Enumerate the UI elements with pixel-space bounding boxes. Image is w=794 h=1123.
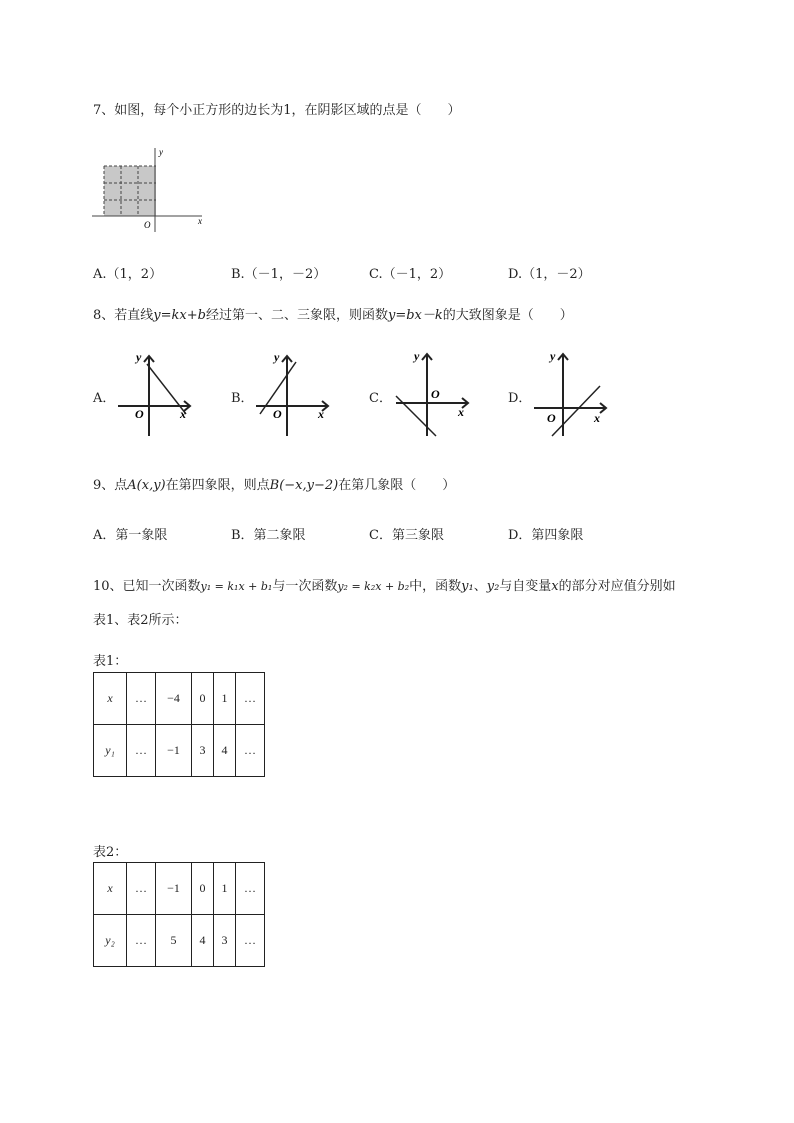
table-cell: x <box>94 863 127 915</box>
q10-var-y1: y₁ <box>461 579 474 594</box>
table-cell: … <box>236 725 265 777</box>
table-cell: … <box>236 673 265 725</box>
q8-graph-d[interactable] <box>530 346 610 438</box>
table-cell: y₂ <box>94 915 127 967</box>
q7-grid-figure <box>92 144 208 234</box>
q10-text-line2: 表1、表2所示： <box>93 613 188 628</box>
table1-caption: 表1： <box>93 654 128 669</box>
q10-text-mid2: 中，函数 <box>409 579 462 594</box>
graph-b-x-label: x <box>318 407 324 421</box>
x-axis-label: x <box>198 216 202 226</box>
q8-graph-c[interactable] <box>392 346 472 438</box>
q8-option-c-label[interactable]: C． <box>369 391 392 406</box>
table-row <box>94 863 265 915</box>
table-cell: 1 <box>214 863 236 915</box>
graph-a-origin-label: O <box>135 407 144 421</box>
q9-option-b[interactable]: B．第二象限 <box>231 528 306 543</box>
q8-text-suffix: 的大致图象是（ ） <box>442 308 573 323</box>
table-cell: −1 <box>156 725 192 777</box>
q8-text <box>93 304 573 323</box>
q10-function-1: y₁ = k₁x + b₁ <box>200 580 273 593</box>
table-cell: −4 <box>156 673 192 725</box>
table-cell: 3 <box>192 725 214 777</box>
q8-option-d-label[interactable]: D． <box>508 391 532 406</box>
table-cell: 0 <box>192 673 214 725</box>
q10-text <box>93 575 676 594</box>
q7-option-c[interactable]: C.（－1，2） <box>369 267 452 282</box>
table-cell: … <box>127 725 156 777</box>
q8-graph-b[interactable] <box>252 346 332 438</box>
q10-text-suffix: 的部分对应值分别如 <box>558 579 676 594</box>
graph-a-x-label: x <box>180 407 186 421</box>
table-cell: … <box>127 915 156 967</box>
q9-text-suffix: 在第几象限（ ） <box>338 478 456 493</box>
graph-d-x-label: x <box>594 411 600 425</box>
q9-text-mid: 在第四象限，则点 <box>165 478 270 493</box>
q8-text-prefix: 8、若直线 <box>93 308 154 323</box>
table-cell: 4 <box>214 725 236 777</box>
graph-a-y-label: y <box>136 350 142 364</box>
graph-d-origin-label: O <box>547 411 556 425</box>
table-cell: x <box>94 673 127 725</box>
q10-text-prefix: 10、已知一次函数 <box>93 579 201 594</box>
table-cell: 5 <box>156 915 192 967</box>
shaded-region <box>104 166 156 216</box>
table-2 <box>93 862 265 967</box>
graph-d-line <box>552 386 600 436</box>
q9-option-a[interactable]: A．第一象限 <box>93 528 168 543</box>
origin-label: O <box>144 220 151 230</box>
q9-text <box>93 474 455 493</box>
table-row <box>94 915 265 967</box>
table-cell: 4 <box>192 915 214 967</box>
q7-option-a[interactable]: A.（1，2） <box>93 267 163 282</box>
q10-var-x: x <box>551 579 559 594</box>
q10-text-mid3: 与自变量 <box>499 579 552 594</box>
q9-point-b: B(−x,y−2) <box>269 478 339 493</box>
table-cell: 1 <box>214 673 236 725</box>
graph-c-x-label: x <box>458 405 464 419</box>
q10-text-mid1: 与一次函数 <box>272 579 338 594</box>
table-cell: … <box>236 863 265 915</box>
table-1 <box>93 672 265 777</box>
q7-option-b[interactable]: B.（－1，－2） <box>231 267 327 282</box>
y-axis-label: y <box>159 147 163 157</box>
table-cell: −1 <box>156 863 192 915</box>
table-row <box>94 725 265 777</box>
table-cell: 0 <box>192 863 214 915</box>
q9-point-a: A(x,y) <box>127 478 166 493</box>
q7-option-d[interactable]: D.（1，－2） <box>508 267 591 282</box>
q7-text: 7、如图，每个小正方形的边长为1，在阴影区域的点是（ ） <box>93 103 461 118</box>
q10-function-2: y₂ = k₂x + b₂ <box>337 580 410 593</box>
table-cell: … <box>127 863 156 915</box>
q8-text-mid: 经过第一、二、三象限，则函数 <box>205 308 388 323</box>
q8-equation-1: y=kx+b <box>153 308 206 323</box>
q9-option-c[interactable]: C．第三象限 <box>369 528 444 543</box>
q10-var-y2: y₂ <box>486 579 500 594</box>
graph-d-y-label: y <box>550 349 556 363</box>
graph-b-origin-label: O <box>273 407 282 421</box>
q8-option-b-label[interactable]: B． <box>231 391 254 406</box>
graph-c-origin-label: O <box>431 387 440 401</box>
graph-b-y-label: y <box>274 350 280 364</box>
table-cell: … <box>236 915 265 967</box>
q8-equation-2: y=bx－k <box>387 308 443 323</box>
q9-text-prefix: 9、点 <box>93 478 128 493</box>
table-cell: 3 <box>214 915 236 967</box>
table-cell: y₁ <box>94 725 127 777</box>
q8-option-a-label[interactable]: A． <box>93 391 116 406</box>
table2-caption: 表2： <box>93 845 128 860</box>
q10-separator: 、 <box>473 579 487 594</box>
q9-option-d[interactable]: D．第四象限 <box>508 528 584 543</box>
table-row <box>94 673 265 725</box>
graph-c-y-label: y <box>414 349 420 363</box>
q8-graph-a[interactable] <box>114 346 194 438</box>
table-cell: … <box>127 673 156 725</box>
